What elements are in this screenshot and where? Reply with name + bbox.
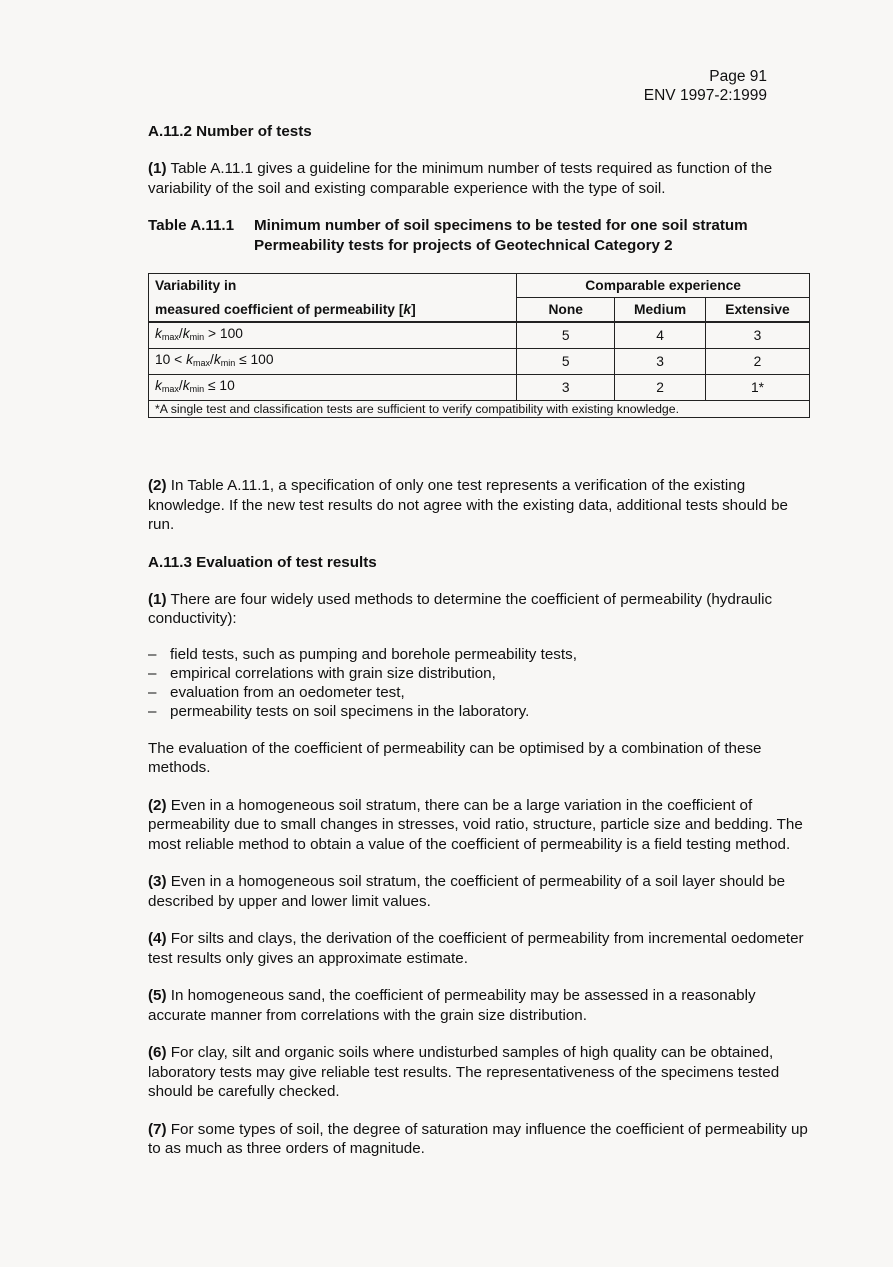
page-header (644, 67, 767, 105)
paragraph-7: (7) For some types of soil, the degree of saturation may influence the coefficient of permeability up to as much as three orders of magnitude. (148, 1120, 808, 1157)
paragraph-methods-combination: The evaluation of the coefficient of permeability can be optimised by a combination of these methods. (148, 739, 762, 776)
cell-extensive: 2 (706, 349, 810, 375)
paragraph-2: (2) In Table A.11.1, a specification of only one test represents a verification of the existing knowledge. If the new test results do not agree with the existing data, additional tests should be run. (148, 477, 788, 533)
cell-medium: 2 (615, 375, 706, 401)
paragraph-6: (6) For clay, silt and organic soils where undisturbed samples of high quality can be obtained, laboratory tests may give reliable test results. The representativeness of the specimens tested should be carefully checked. (148, 1044, 780, 1100)
header-comparable-experience: Comparable experience (517, 274, 810, 298)
row-condition: $k_{max}/k_{min} > 100$ (149, 322, 517, 349)
document-code: ENV 1997-2:1999 (643, 87, 767, 104)
cell-medium: 4 (615, 322, 706, 349)
paragraph-1: (1) There are four widely used methods to determine the coefficient of permeability (hydraulic conductivity): (148, 590, 773, 627)
cell-medium: 3 (615, 349, 706, 375)
table-footnote: *A single test and classification tests are sufficient to verify compatibility with existing knowledge. (149, 401, 810, 418)
header-medium: Medium (615, 298, 706, 323)
header-none: None (517, 298, 615, 323)
paragraph-2: (2) Even in a homogeneous soil stratum, there can be a large variation in the coefficient of permeability due to small changes in stresses, void ratio, structure, particle size and bedding. The most reliable method to obtain a value of the coefficient of permeability is a field testing method. (148, 796, 803, 853)
page-number: Page 91 (709, 68, 767, 85)
table-row (149, 349, 810, 375)
cell-none: 5 (517, 349, 615, 375)
table-row (149, 322, 810, 349)
cell-none: 3 (517, 375, 615, 401)
paragraph-3: (3) Even in a homogeneous soil stratum, the coefficient of permeability of a soil layer should be described by upper and lower limit values. (148, 873, 786, 910)
header-extensive: Extensive (706, 298, 810, 323)
table-caption (148, 216, 813, 255)
section-heading-a-11-2: A.11.2 Number of tests (148, 123, 312, 140)
table-row (149, 375, 810, 401)
header-variability-line-2: measured coefficient of permeability [k] (149, 298, 517, 323)
list-item: – evaluation from an oedometer test, (148, 683, 813, 702)
paragraph-1 (148, 159, 813, 198)
list-item: – permeability tests on soil specimens in the laboratory. (148, 702, 813, 721)
permeability-test-table (148, 273, 810, 418)
paragraph-text: Table A.11.1 gives a guideline for the minimum number of tests required as function of the variability of the soil and existing comparable experience with the type of soil. (148, 160, 773, 197)
paragraph-5: (5) In homogeneous sand, the coefficient of permeability may be assessed in a reasonably accurate manner from correlations with the grain size distribution. (148, 987, 756, 1024)
row-condition: $10 < k_{max}/k_{min} \le 100$ (149, 349, 517, 375)
cell-none: 5 (517, 322, 615, 349)
list-item: – empirical correlations with grain size distribution, (148, 664, 813, 683)
section-heading-a-11-3: A.11.3 Evaluation of test results (148, 553, 377, 571)
table-number: Table A.11.1 (148, 217, 235, 234)
paragraph-4: (4) For silts and clays, the derivation of the coefficient of permeability from incremental oedometer test results only gives an approximate estimate. (148, 930, 804, 967)
table-title-line-1: Minimum number of soil specimens to be tested for one soil stratum (254, 217, 748, 234)
table-title-line-2: Permeability tests for projects of Geotechnical Category 2 (254, 236, 673, 254)
cell-extensive: 3 (706, 322, 810, 349)
list-item: – field tests, such as pumping and borehole permeability tests, (148, 645, 813, 664)
header-variability-line-1: Variability in (149, 274, 517, 298)
row-condition: $k_{max}/k_{min} \le 10$ (149, 375, 517, 401)
paragraph-number: (1) (148, 160, 167, 177)
page-content (148, 122, 813, 1159)
methods-list (148, 645, 813, 721)
cell-extensive: 1* (706, 375, 810, 401)
